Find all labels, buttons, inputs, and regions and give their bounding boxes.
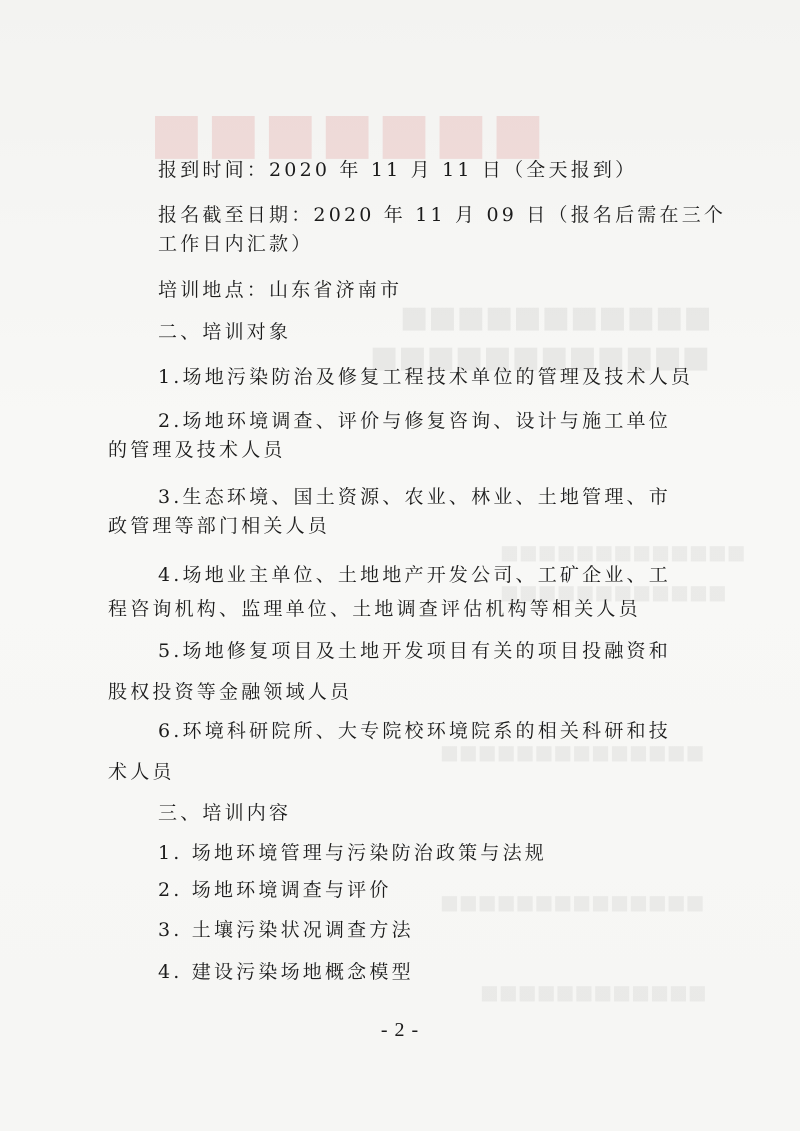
content-item-1: 1. 场地环境管理与污染防治政策与法规: [158, 842, 547, 864]
target-item-3-cont: 政管理等部门相关人员: [108, 515, 331, 537]
bleed-mark: ■■■■■■■■■■■■: [480, 980, 707, 1004]
target-item-2-cont: 的管理及技术人员: [108, 439, 286, 461]
training-location: 培训地点：山东省济南市: [158, 279, 403, 301]
target-item-3: 3.生态环境、国土资源、农业、林业、土地管理、市: [158, 486, 671, 508]
bleed-mark: ■■■■■■■■■■■: [400, 300, 712, 335]
bleed-mark: ■■■■■■■■■■■■■■: [440, 740, 705, 764]
section-heading-training-content: 三、培训内容: [158, 802, 292, 824]
target-item-4: 4.场地业主单位、土地地产开发公司、工矿企业、工: [158, 564, 671, 586]
section-heading-training-target: 二、培训对象: [158, 321, 292, 343]
registration-time: 报到时间：2020 年 11 月 11 日（全天报到）: [158, 159, 638, 181]
target-item-6-cont: 术人员: [108, 761, 175, 783]
content-item-4: 4. 建设污染场地概念模型: [158, 961, 414, 983]
registration-deadline: 报名截至日期：2020 年 11 月 09 日（报名后需在三个: [158, 204, 727, 226]
target-item-5-cont: 股权投资等金融领域人员: [108, 681, 353, 703]
target-item-1: 1.场地污染防治及修复工程技术单位的管理及技术人员: [158, 366, 694, 388]
target-item-2: 2.场地环境调查、评价与修复咨询、设计与施工单位: [158, 410, 671, 432]
bleed-mark: ■■■■■■■■■■■■: [500, 580, 727, 604]
bleed-mark: ■■■■■■■■■■■■■: [500, 540, 746, 564]
page-number: - 2 -: [380, 1019, 420, 1041]
content-item-3: 3. 土壤污染状况调查方法: [158, 919, 414, 941]
target-item-4-cont: 程咨询机构、监理单位、土地调查评估机构等相关人员: [108, 598, 641, 620]
bleed-mark: ■■■■■■■■■■■■■■: [440, 890, 705, 914]
target-item-5: 5.场地修复项目及土地开发项目有关的项目投融资和: [158, 640, 671, 662]
bleed-mark: ■■■■■■■■■■■■: [370, 340, 711, 375]
content-item-2: 2. 场地环境调查与评价: [158, 879, 392, 901]
registration-deadline-cont: 工作日内汇款）: [158, 233, 314, 255]
bleed-mark: ■■■■■■■: [150, 100, 549, 166]
target-item-6: 6.环境科研院所、大专院校环境院系的相关科研和技: [158, 720, 671, 742]
